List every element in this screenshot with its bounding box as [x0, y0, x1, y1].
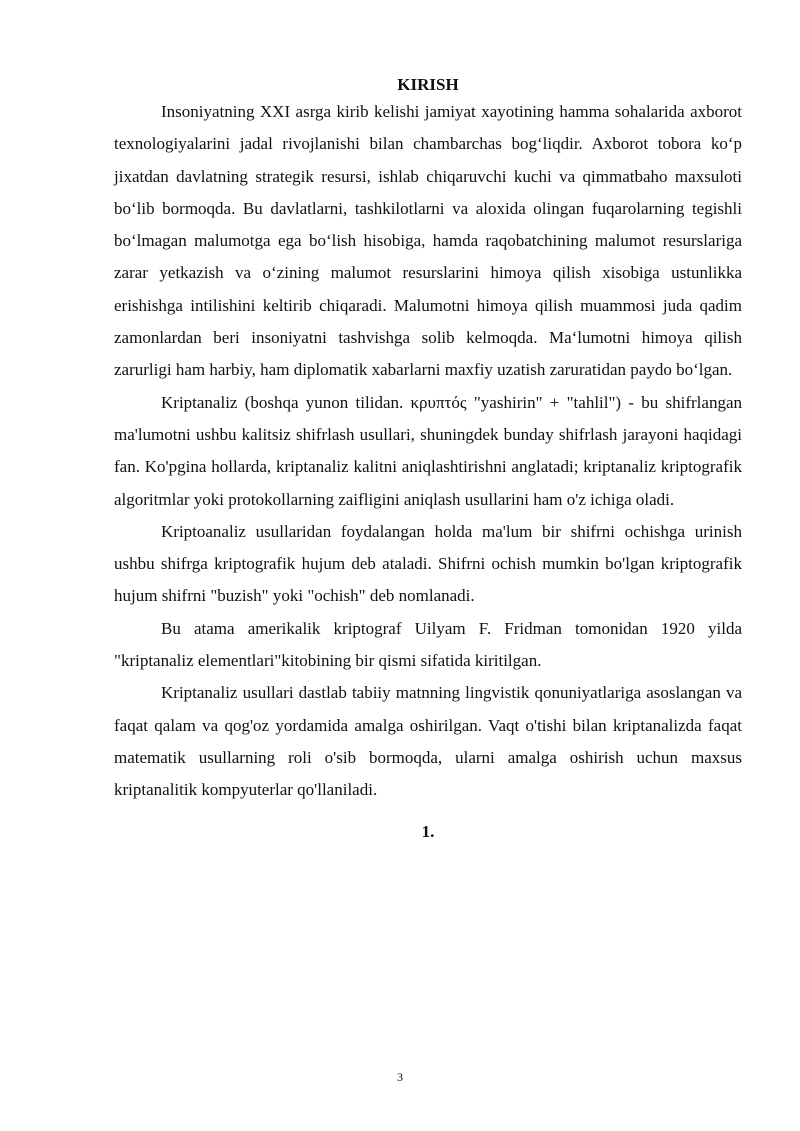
paragraph-cryptographic-attack: Kriptoanaliz usullaridan foydalangan holda ma'lum bir shifrni ochishga urinish ushbu shifrga kriptografik hujum deb ataladi. Shifrni ochish mumkin bo'lgan kriptografik hujum shifrni "buzish" yoki "ochish" deb nomlanadi.	[114, 521, 742, 606]
paragraph-term-origin: Bu atama amerikalik kriptograf Uilyam F. Fridman tomonidan 1920 yilda "kriptanaliz elementlari"kitobining bir qismi sifatida kiritilgan.	[114, 618, 742, 671]
page-number: 3	[397, 1070, 403, 1084]
page-content	[114, 74, 742, 843]
page-title: KIRISH	[397, 75, 459, 94]
paragraph-methods-history: Kriptanaliz usullari dastlab tabiiy matnning lingvistik qonuniyatlariga asoslangan va faqat qalam va qog'oz yordamida amalga oshirilgan. Vaqt o'tishi bilan kriptanalizda faqat matematik usullarning roli o'sib bormoqda, ularni amalga oshirish uchun maxsus kriptanalitik kompyuterlar qo'llaniladi.	[114, 683, 742, 800]
paragraph-introduction: Insoniyatning XXI asrga kirib kelishi jamiyat xayotining hamma sohalarida axborot texnologiyalarini jadal rivojlanishi bilan chambarchas bog‘liqdir. Axborot tobora ko‘p jixatdan davlatning strategik resursi, ishlab chiqaruvchi kuchi va qimmatbaho maxsuloti bo‘lib bormoqda. Bu davlatlarni, tashkilotlarni va aloxida olingan fuqarolarning tegishli bo‘lmagan malumotga ega bo‘lish hisobiga, hamda raqobatchining malumot resurslariga zarar yetkazish va o‘zining malumot resurslarini himoya qilish xisobiga ustunlikka erishishga intilishini keltirib chiqaradi. Malumotni himoya qilish muammosi juda qadim zamonlardan beri insoniyatni tashvishga solib kelmoqda. Ma‘lumotni himoya qilish zarurligi ham harbiy, ham diplomatik xabarlarni maxfiy uzatish zaruratidan paydo bo‘lgan.	[114, 102, 742, 380]
section-number: 1.	[421, 821, 435, 841]
paragraph-cryptanalysis-definition: Kriptanaliz (boshqa yunon tilidan. κρυπτός "yashirin" + "tahlil") - bu shifrlangan ma'lumotni ushbu kalitsiz shifrlash usullari, shuningdek bunday shifrlash jarayoni haqidagi fan. Ko'pgina hollarda, kriptanaliz kalitni aniqlashtirishni anglatadi; kriptanaliz kriptografik algoritmlar yoki protokollarning zaifligini aniqlash usullarini ham o'z ichiga oladi.	[114, 392, 742, 509]
